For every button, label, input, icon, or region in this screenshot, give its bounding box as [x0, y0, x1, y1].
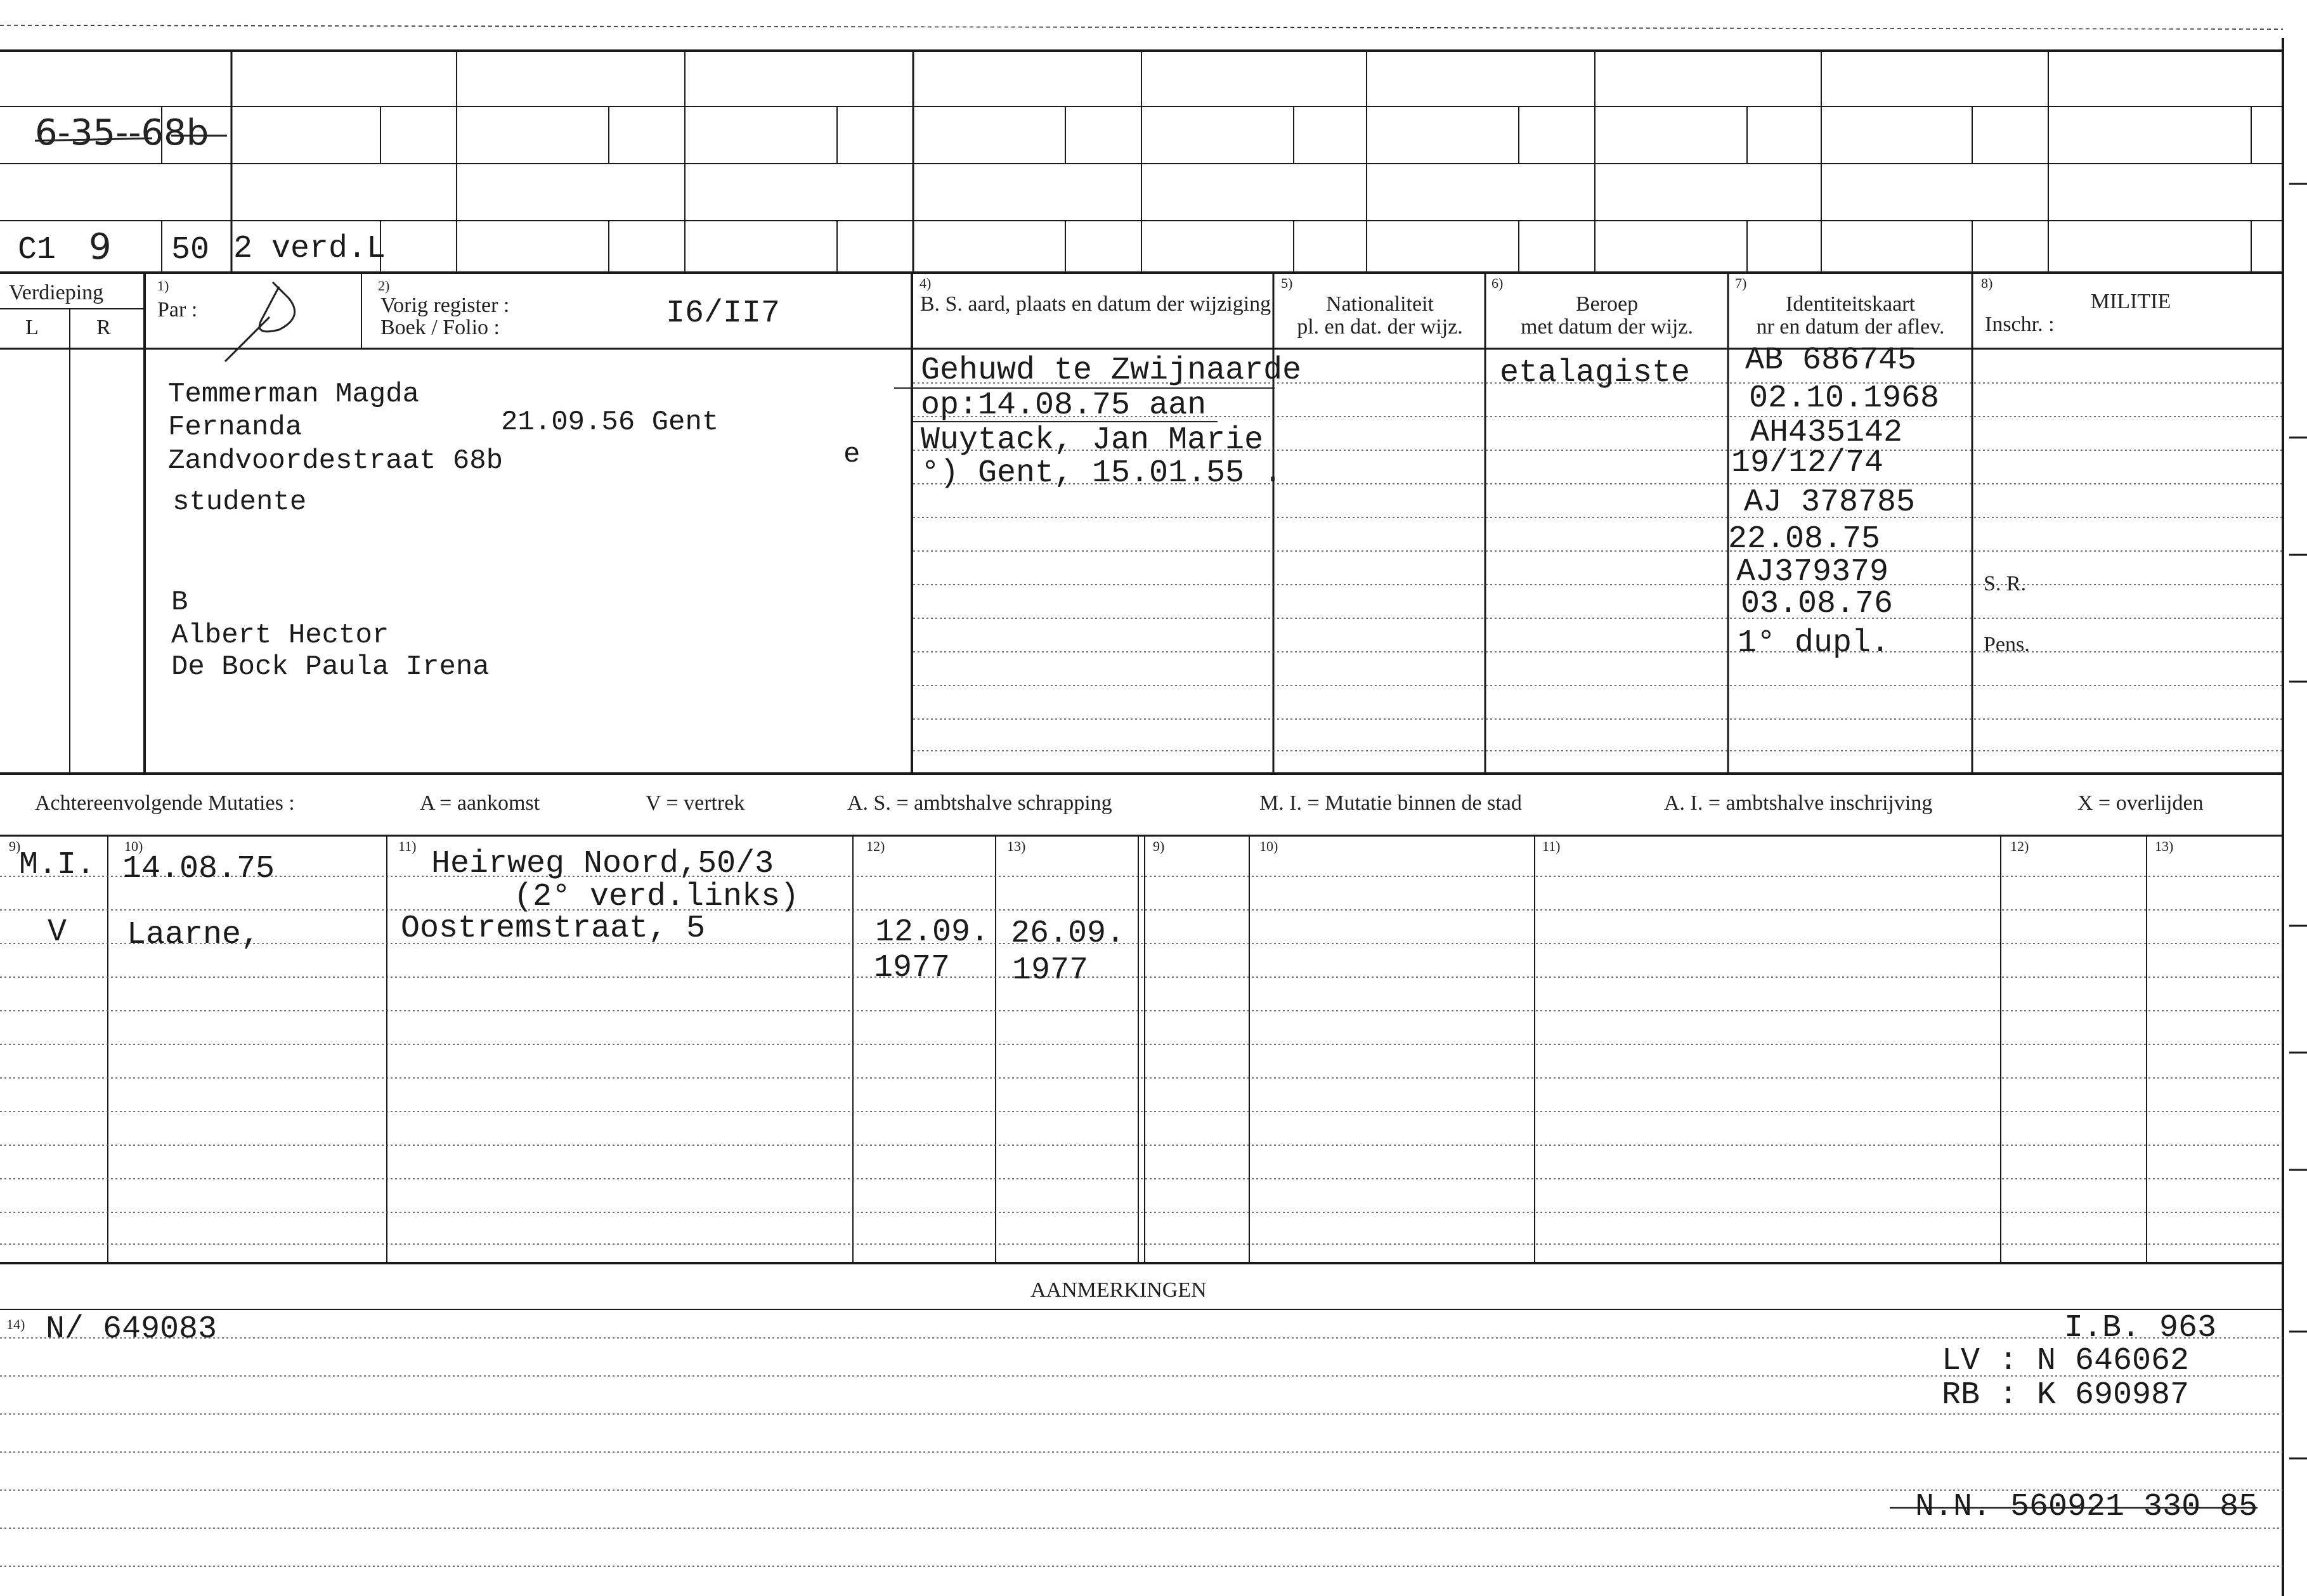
- code-prefix: C1: [18, 232, 56, 268]
- boek-folio-header: Boek / Folio :: [380, 316, 500, 339]
- id-card-3-date: 22.08.75: [1728, 521, 1881, 557]
- person-birth: 21.09.56 Gent: [501, 406, 719, 438]
- id-card-1-date: 02.10.1968: [1749, 380, 1940, 417]
- identiteitskaart-header: Identiteitskaart: [1786, 292, 1915, 316]
- file-code: 6-35--68b: [35, 112, 209, 153]
- remarks-rb: RB : K 690987: [1942, 1377, 2190, 1413]
- floor: 2 verd.L: [233, 231, 386, 267]
- right-header: R: [96, 316, 111, 339]
- mutation-2-date13-year: 1977: [1012, 952, 1089, 989]
- civil-status-line2: op:14.08.75 aan: [921, 387, 1207, 424]
- mutation-header-11b: 11): [1542, 838, 1561, 854]
- civil-status-line4: °) Gent, 15.01.55 .: [921, 455, 1283, 491]
- nationaliteit-header: Nationaliteit: [1326, 292, 1434, 316]
- remarks-title: AANMERKINGEN: [1030, 1278, 1207, 1302]
- mutation-2-date12-year: 1977: [874, 950, 951, 986]
- pens-label: Pens.: [1984, 633, 2030, 656]
- left-header: L: [25, 316, 39, 339]
- profession: etalagiste: [1500, 355, 1691, 391]
- militie-num: 8): [1981, 275, 1993, 291]
- legend-title: Achtereenvolgende Mutaties :: [35, 791, 295, 815]
- mutation-2-type: V: [48, 914, 67, 950]
- militie-header: MILITIE: [2090, 290, 2171, 313]
- par-header: Par :: [157, 298, 198, 321]
- bs-aard-header: B. S. aard, plaats en datum der wijziging: [920, 292, 1271, 316]
- mutation-1-type: M.I.: [19, 847, 96, 883]
- mutation-header-13b: 13): [2155, 838, 2174, 854]
- remarks-num: 14): [6, 1316, 25, 1332]
- sr-label: S. R.: [1984, 572, 2027, 595]
- mutation-header-10b: 10): [1259, 838, 1278, 854]
- person-name-line2: Fernanda: [168, 412, 302, 443]
- mutation-header-10: 10): [124, 838, 143, 854]
- mutation-1-date: 14.08.75: [122, 851, 275, 887]
- mutation-header-13: 13): [1007, 838, 1026, 854]
- id-num: 7): [1735, 275, 1747, 291]
- mother-name: De Bock Paula Irena: [171, 651, 490, 683]
- parents-label: B: [171, 587, 188, 618]
- register-reference: I6/II7: [666, 295, 781, 332]
- mutation-2-place: Laarne,: [127, 917, 261, 953]
- mutation-1-address: Heirweg Noord,50/3: [431, 846, 774, 882]
- mutation-header-12b: 12): [2010, 838, 2029, 854]
- remarks-nn: N.N. 560921 330 85: [1915, 1489, 2258, 1525]
- person-name-line1: Temmerman Magda: [168, 379, 420, 410]
- inschr-label: Inschr. :: [1985, 313, 2055, 336]
- legend-x: X = overlijden: [2077, 791, 2204, 815]
- legend-a: A = aankomst: [420, 791, 540, 815]
- mutation-1-address2: (2° verd.links): [514, 879, 800, 915]
- id-card-duplicate: 1° dupl.: [1738, 625, 1890, 661]
- vorig-num: 2): [378, 278, 390, 294]
- nationaliteit-subheader: pl. en dat. der wijz.: [1297, 315, 1463, 339]
- identiteitskaart-subheader: nr en datum der aflev.: [1756, 315, 1945, 339]
- code-hand: 9: [89, 226, 112, 268]
- mutation-header-9b: 9): [1153, 838, 1165, 854]
- id-card-1: AB 686745: [1745, 342, 1917, 379]
- beroep-num: 6): [1491, 275, 1504, 291]
- remarks-nr: N/ 649083: [46, 1311, 218, 1347]
- civil-status-line3: Wuytack, Jan Marie: [921, 422, 1264, 458]
- id-card-2: AH435142: [1750, 415, 1903, 451]
- mutation-2-date13: 26.09.: [1011, 916, 1126, 952]
- father-name: Albert Hector: [171, 620, 389, 651]
- nat-num: 5): [1281, 275, 1293, 291]
- mutation-header-9: 9): [9, 838, 21, 854]
- beroep-header: Beroep: [1575, 292, 1639, 316]
- par-handwritten-mark: [259, 282, 294, 332]
- legend-v: V = vertrek: [646, 791, 745, 815]
- person-occupation: studente: [172, 486, 307, 518]
- mutation-2-address: Oostremstraat, 5: [401, 911, 706, 947]
- mutation-2-date12: 12.09.: [875, 914, 990, 950]
- par-num: 1): [157, 278, 169, 294]
- legend-ai: A. I. = ambtshalve inschrijving: [1664, 791, 1933, 815]
- legend-mi: M. I. = Mutatie binnen de stad: [1259, 791, 1522, 815]
- person-address: Zandvoordestraat 68b: [168, 445, 504, 477]
- person-marker: e: [843, 439, 861, 470]
- mutation-header-11: 11): [398, 838, 417, 854]
- vorig-register-header: Vorig register :: [380, 294, 510, 317]
- id-card-2-date: 19/12/74: [1731, 445, 1884, 481]
- legend-as: A. S. = ambtshalve schrapping: [847, 791, 1112, 815]
- remarks-lv: LV : N 646062: [1942, 1343, 2190, 1379]
- id-card-3: AJ 378785: [1744, 484, 1916, 521]
- remarks-ib: I.B. 963: [2064, 1310, 2217, 1346]
- id-card-4: AJ379379: [1736, 554, 1889, 590]
- beroep-subheader: met datum der wijz.: [1521, 315, 1693, 339]
- bs-num: 4): [920, 275, 932, 291]
- civil-status-line1: Gehuwd te Zwijnaarde: [921, 353, 1302, 389]
- verdieping-header: Verdieping: [9, 281, 104, 304]
- house-number: 50: [171, 232, 210, 268]
- mutation-header-12: 12): [866, 838, 885, 854]
- id-card-4-date: 03.08.76: [1741, 586, 1894, 622]
